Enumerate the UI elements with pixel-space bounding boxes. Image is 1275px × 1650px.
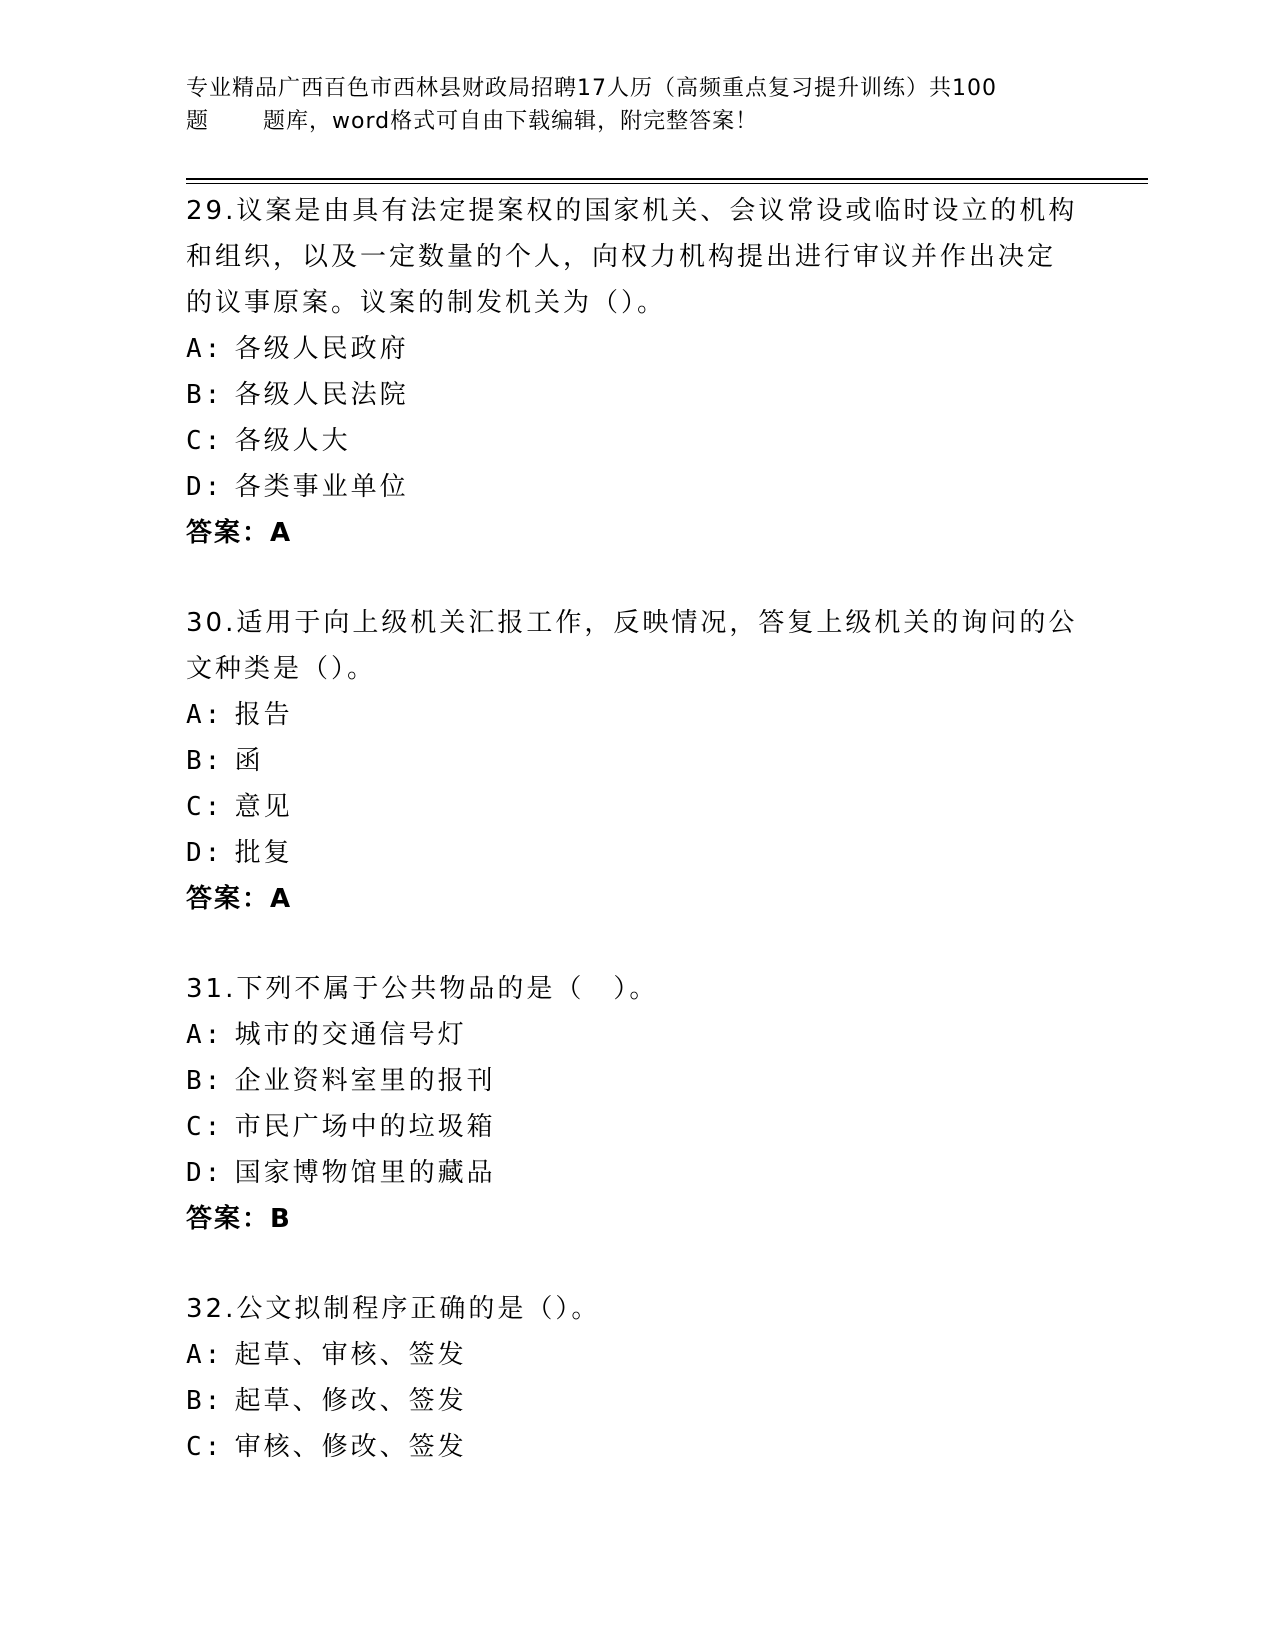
option-letter: B: xyxy=(186,1066,224,1096)
answer-line: 答案：B xyxy=(186,1204,292,1234)
option-a xyxy=(186,1012,1086,1058)
question-text: 的议事原案。议案的制发机关为（）。 xyxy=(186,288,667,318)
option-c xyxy=(186,1104,1086,1150)
option-b xyxy=(186,1058,1086,1104)
question-text: 31.下列不属于公共物品的是（ ）。 xyxy=(186,974,659,1004)
option-text: 各级人民政府 xyxy=(234,334,409,364)
option-text: 各级人大 xyxy=(234,426,351,456)
question-30 xyxy=(186,600,1086,922)
question-31 xyxy=(186,966,1086,1242)
question-spacer xyxy=(186,556,1086,600)
option-letter: C: xyxy=(186,1112,224,1142)
option-text: 城市的交通信号灯 xyxy=(234,1020,467,1050)
option-text: 报告 xyxy=(234,700,293,730)
option-a xyxy=(186,1332,1086,1378)
option-a xyxy=(186,692,1086,738)
header-divider-top xyxy=(186,178,1148,180)
option-letter: A: xyxy=(186,334,224,364)
option-text: 企业资料室里的报刊 xyxy=(234,1066,496,1096)
question-32 xyxy=(186,1286,1086,1470)
question-spacer xyxy=(186,922,1086,966)
option-letter: C: xyxy=(186,792,224,822)
option-b xyxy=(186,738,1086,784)
option-text: 各级人民法院 xyxy=(234,380,409,410)
option-text: 意见 xyxy=(234,792,293,822)
option-letter: D: xyxy=(186,1158,224,1188)
option-c xyxy=(186,784,1086,830)
header-title-line-2 xyxy=(186,105,1086,138)
question-text: 30.适用于向上级机关汇报工作，反映情况，答复上级机关的询问的公 xyxy=(186,608,1078,638)
option-c xyxy=(186,418,1086,464)
option-letter: D: xyxy=(186,838,224,868)
question-spacer xyxy=(186,1242,1086,1286)
option-text: 国家博物馆里的藏品 xyxy=(234,1158,496,1188)
header-title-line-1: 专业精品广西百色市西林县财政局招聘17人历（高频重点复习提升训练）共100 xyxy=(186,76,997,101)
option-text: 各类事业单位 xyxy=(234,472,409,502)
option-b xyxy=(186,1378,1086,1424)
option-letter: A: xyxy=(186,1340,224,1370)
option-letter: C: xyxy=(186,1432,224,1462)
question-29 xyxy=(186,188,1086,556)
option-text: 批复 xyxy=(234,838,293,868)
header-title-line-2-right: 题库，word格式可自由下载编辑，附完整答案！ xyxy=(263,109,759,134)
option-letter: B: xyxy=(186,380,224,410)
question-list xyxy=(186,188,1086,1470)
option-text: 起草、审核、签发 xyxy=(234,1340,467,1370)
option-b xyxy=(186,372,1086,418)
option-letter: B: xyxy=(186,746,224,776)
option-d xyxy=(186,464,1086,510)
option-a xyxy=(186,326,1086,372)
option-letter: D: xyxy=(186,472,224,502)
option-letter: A: xyxy=(186,700,224,730)
header-divider-bottom xyxy=(186,183,1148,184)
option-text: 起草、修改、签发 xyxy=(234,1386,467,1416)
header-title-line-2-left: 题 xyxy=(186,109,210,134)
document-header xyxy=(186,72,1086,138)
option-letter: B: xyxy=(186,1386,224,1416)
question-text: 文种类是（）。 xyxy=(186,654,377,684)
question-text: 29.议案是由具有法定提案权的国家机关、会议常设或临时设立的机构 xyxy=(186,196,1078,226)
option-d xyxy=(186,1150,1086,1196)
option-text: 函 xyxy=(234,746,264,776)
question-text: 和组织，以及一定数量的个人，向权力机构提出进行审议并作出决定 xyxy=(186,242,1057,272)
option-c xyxy=(186,1424,1086,1470)
answer-line: 答案：A xyxy=(186,518,293,548)
option-letter: C: xyxy=(186,426,224,456)
option-d xyxy=(186,830,1086,876)
option-letter: A: xyxy=(186,1020,224,1050)
option-text: 市民广场中的垃圾箱 xyxy=(234,1112,496,1142)
answer-line: 答案：A xyxy=(186,884,293,914)
question-text: 32.公文拟制程序正确的是（）。 xyxy=(186,1294,601,1324)
option-text: 审核、修改、签发 xyxy=(234,1432,467,1462)
